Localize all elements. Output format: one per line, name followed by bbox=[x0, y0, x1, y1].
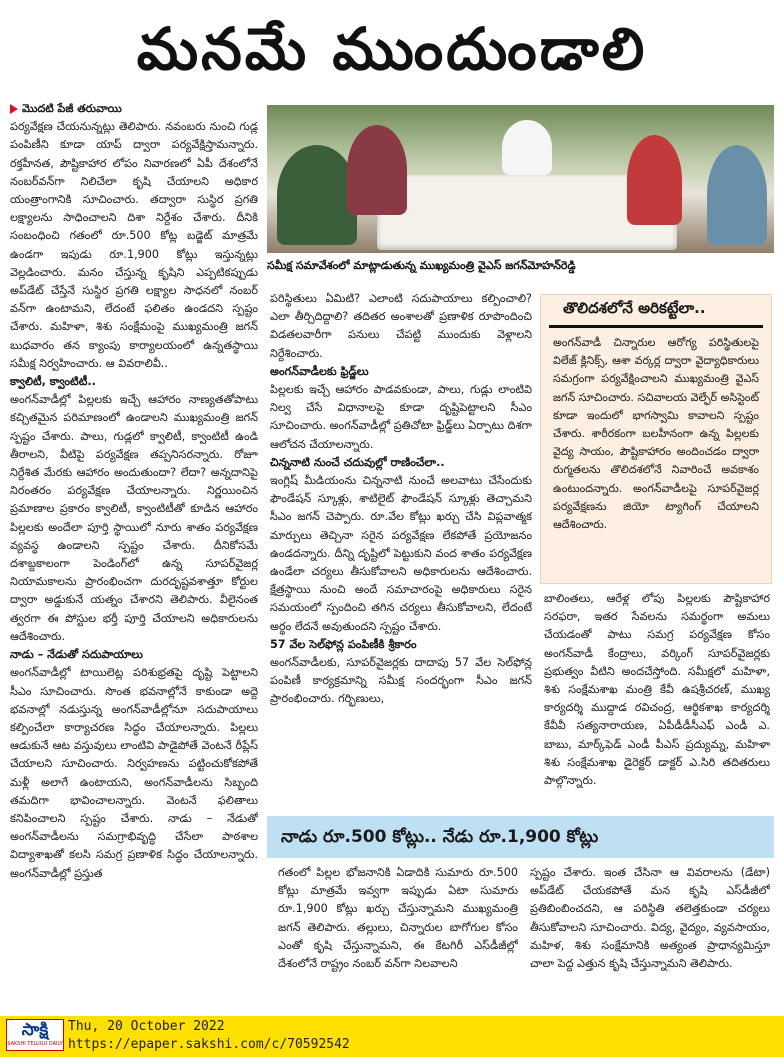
sidebar-box-title: తొలిదశలోనే అరికట్టేలా.. bbox=[549, 295, 763, 328]
left-subheading-2: నాడు – నేడుతో సదుపాయాలు bbox=[10, 648, 143, 662]
right-paragraph-1: బాలింతలు, ఆరేళ్ల లోపు పిల్లలకు పౌష్టికాహార సరఫరా, ఇతర సేవలను సమర్థంగా అమలు చేయడంతో పాటు సమగ్ర పర్యవేక్షణ కోసం అంగన్‌వాడీ కేంద్రాలు, వర్కింగ్ సూపర్‌వైజర్లకు ప్రభుత్వం వీటిని అందచేస్తోంది. సమీక్షలో మహిళా, శిశు సంక్షేమశాఖ మంత్రి కేవీ ఉషశ్రీచరణ్, ముఖ్య కార్యదర్శి ముద్దాడ రవిచంద్ర, ఆర్థికశాఖ కార్యదర్శి కేవీవీ సత్యనారాయణ, ఏపీడీడీసీఎఫ్ ఎండీ ఎ. బాబు, మార్క్‌ఫెడ్ ఎండీ పీఎస్ ప్రద్యుమ్న, మహిళా శిశు సంక్షేమశాఖ డైరెక్టర్ డాక్టర్ ఎ.సిరి తదితరులు పాల్గొన్నారు. bbox=[544, 592, 770, 788]
left-paragraph-1: పర్యవేక్షణ చేయనున్నట్లు తెలిపారు. నవంబరు నుంచి గుడ్ల పంపిణీని కూడా యాప్ ద్వారా పర్యవేక్షిస్తామన్నారు. రక్తహీనత, పౌష్టికాహార లోపం నివారణలో ఏపీ దేశంలోనే నంబర్‌వన్‌గా నిలిచేలా కృషి చేయాలని అధికార యంత్రాంగానికి సూచించారు. తద్వారా సుస్థిర ప్రగతి లక్ష్యాలను సాధించాలని దిశా నిర్దేశం చేశారు. దీనికి సంబంధించి గతంలో రూ.500 కోట్ల బడ్జెట్ మాత్రమే ఉండగా ఇపుడు రూ.1,900 కోట్లు ఇస్తున్నట్లు వెల్లడించారు. మనం చేస్తున్న కృషిని ఎప్పటికప్పుడు అప్‌డేట్ చేస్తేనే సుస్థిర ప్రగతి లక్ష్యాల సాధనలో నంబర్ వన్‌గా ఉంటామని, లేదంటే ఫలితం ఉండదని స్పష్టం చేశారు. మహిళా, శిశు సంక్షేమంపై ముఖ్యమంత్రి జగన్ బుధవారం తన క్యాంపు కార్యాలయంలో ఉన్నతస్థాయి సమీక్ష నిర్వహించారు. ఆ వివరాలివీ.. bbox=[10, 120, 258, 370]
logo-subtext: SAKSHI TELUGU DAILY bbox=[7, 1041, 63, 1047]
banner-right-column bbox=[530, 864, 770, 1012]
left-paragraph-2: అంగన్‌వాడీల్లో పిల్లలకు ఇచ్చే ఆహారం నాణ్యతతోపాటు కచ్చితమైన పరిమాణంలో ఉండాలని ముఖ్యమంత్రి జగన్ స్పష్టం చేశారు. పాలు, గుడ్లలో క్వాలిటీ, క్వాంటిటీ ఉండి తీరాలని, వీటిపై పర్యవేక్షణ తప్పనిసరన్నారు. రోజూ నిర్దేశిత మేరకు ఆహారం అందుతుందా? లేదా? అన్నదానిపై నిరంతరం పర్యవేక్షణ చేయాలన్నారు. నిర్ణయించిన ప్రమాణాల ప్రకారం క్వాలిటీ, క్వాంటిటీతో కూడిన ఆహారం పిల్లలకు అందేలా పూర్తి స్థాయిలో నూరు శాతం పర్యవేక్షణ వ్యవస్థ ఉండాలని స్పష్టం చేశారు. దీనికోసమే దశాబ్దకాలంగా పెండింగ్‌లో ఉన్న సూపర్‌వైజర్ల నియామకాలను ప్రారంభించగా దురదృష్టవశాత్తూ కోర్టుల ద్వారా అడ్డుకునే యత్నం చేశారని తెలిపారు. వీలైనంత త్వరగా ఈ పోస్టుల భర్తీ పూర్తి చేయాలని అధికారులను ఆదేశించారు. bbox=[10, 393, 258, 643]
edition-date: Thu, 20 October 2022 bbox=[68, 1019, 225, 1034]
banner-left-column bbox=[278, 864, 518, 1012]
person-figure bbox=[502, 120, 552, 175]
left-column bbox=[10, 100, 258, 1010]
headline: మనమే ముందుండాలి bbox=[136, 15, 648, 83]
middle-column bbox=[270, 290, 532, 810]
middle-subheading-3: 57 వేల సెల్‌ఫోన్ల పంపిణీకి శ్రీకారం bbox=[270, 637, 417, 651]
triangle-icon bbox=[10, 104, 18, 114]
footer-bar bbox=[0, 1016, 784, 1057]
middle-paragraph-1: పరిస్థితులు ఏమిటి? ఎలాంటి సదుపాయాలు కల్పించాలి? ఎలా తీర్చిదిద్దాలి? తదితర అంశాలతో ప్రణాళిక రూపొందించి విడతలవారీగా పనులు చేపట్టి ముందుకు వెళ్లాలని నిర్దేశించారు. bbox=[270, 292, 532, 360]
middle-paragraph-4: అంగన్‌వాడీలకు, సూపర్‌వైజర్లకు దాదాపు 57 వేల సెల్‌ఫోన్ల పంపిణీ కార్యక్రమాన్ని సమీక్ష సందర్భంగా సీఎం జగన్ ప్రారంభించారు. గర్భిణులు, bbox=[270, 656, 532, 706]
right-column bbox=[544, 590, 770, 810]
person-figure bbox=[627, 135, 682, 225]
left-paragraph-3: అంగన్‌వాడీల్లో టాయిలెట్ల పరిశుభ్రతపై దృష్టి పెట్టాలని సీఎం సూచించారు. సొంత భవనాల్లోనే కాకుండా అద్దె భవనాల్లో నడుస్తున్న అంగన్‌వాడీల్లోనూ సదుపాయాలు కల్పించేలా కార్యాచరణ సిద్ధం చేయాలన్నారు. పిల్లలు ఆడుకునే ఆట వస్తువులు లాంటివి పాడైపోతే వెంటనే రీప్లేస్ చేయాలని సూచించారు. నిర్వహణను పట్టించుకోకపోతే మళ్లీ అలాగే ఉంటాయని, అంగన్‌వాడీలను సిబ్బంది తమదిగా భావించాలన్నారు. వెంటనే ఫలితాలు కనిపించాలని స్పష్టం చేశారు. నాడు – నేడుతో అంగన్‌వాడీలను సమగ్రాభివృద్ధి చేసేలా పాఠశాల విద్యాశాఖతో కలసి సమగ్ర ప్రణాళిక సిద్ధం చేయాలన్నారు. అంగన్‌వాడీల్లో ప్రస్తుత bbox=[10, 666, 258, 880]
person-figure bbox=[707, 145, 767, 245]
photo-caption: సమీక్ష సమావేశంలో మాట్లాడుతున్న ముఖ్యమంత్రి వైఎస్ జగన్‌మోహన్‌రెడ్డి bbox=[267, 259, 576, 272]
left-subheading-1: క్వాలిటీ, క్వాంటిటీ.. bbox=[10, 375, 96, 389]
logo-text: సాక్షి bbox=[21, 1020, 49, 1040]
budget-banner: నాడు రూ.500 కోట్లు.. నేడు రూ.1,900 కోట్లు bbox=[267, 816, 774, 858]
banner-right-text: స్పష్టం చేశారు. ఇంత చేసినా ఆ వివరాలను (డేటా) అప్‌డేట్ చేయకపోతే మన కృషి ఎస్‌డీజీలో ప్రతిబింబించదని, ఆ పరిస్థితి తలెత్తకుండా చర్యలు తీసుకోవాలని సూచించారు. విద్య, వైద్యం, వ్యవసాయం, మహిళ, శిశు సంక్షేమానికి అత్యంత ప్రాధాన్యమిస్తూ చాలా పెద్ద ఎత్తున కృషి చేస్తున్నామని తెలిపారు. bbox=[530, 866, 770, 971]
sidebar-box bbox=[540, 294, 772, 584]
middle-paragraph-2: పిల్లలకు ఇచ్చే ఆహారం పాడవకుండా, పాలు, గుడ్లు లాంటివి నిల్వ చేసే విధానాలపై కూడా దృష్టిపెట్టాలని సీఎం సూచించారు. అంగన్‌వాడీల్లో ప్రతిచోటా ఫ్రిడ్జ్‌లు ఏర్పాటు దిశగా ఆలోచన చేయాలన్నారు. bbox=[270, 383, 532, 451]
continued-text: మొదటి పేజీ తరువాయి bbox=[22, 102, 122, 115]
middle-subheading-1: అంగన్‌వాడీలకు ఫ్రిడ్జ్‌లు bbox=[270, 364, 369, 378]
sakshi-logo bbox=[6, 1019, 64, 1051]
middle-paragraph-3: ఇంగ్లిష్ మీడియంను చిన్ననాటి నుంచే అలవాటు చేసేందుకు ఫౌండేషన్ స్కూళ్లు, శాటిలైట్ ఫౌండేషన్ స్కూళ్లు తెచ్చామని సీఎం జగన్ చెప్పారు. రూ.వేల కోట్లు ఖర్చు చేసి విప్లవాత్మక మార్పులు తెచ్చినా సరైన పర్యవేక్షణ లేకపోతే ప్రయోజనం ఉండదన్నారు. దీన్ని దృష్టిలో పెట్టుకుని వంద శాతం పర్యవేక్షణ ఉండేలా చర్యలు తీసుకోవాలని అధికారులను ఆదేశించారు. క్షేత్రస్థాయి నుంచి అందే సమాచారంపై అధికారులు సరైన సమయంలో స్పందించి తగిన చర్యలు తీసుకోవాలని, లేదంటే అర్థం లేదనే అవుతుందని స్పష్టం చేశారు. bbox=[270, 474, 532, 633]
person-figure bbox=[347, 125, 407, 215]
sidebar-box-text: అంగన్‌వాడీ చిన్నారుల ఆరోగ్య పరిస్థితులపై విలేజ్ క్లినిక్స్, ఆశా వర్కర్ల ద్వారా వైద్యాధికారులు సమగ్రంగా పర్యవేక్షించాలని ముఖ్యమంత్రి వైఎస్ జగన్ సూచించారు. సచివాలయ వెల్ఫేర్ అసిస్టెంట్ కూడా ఇందులో భాగస్వామి కావాలని స్పష్టం చేశారు. శారీరకంగా బలహీనంగా ఉన్న పిల్లలకు వైద్య సాయం, పౌష్టికాహారం అందించడం ద్వారా రుగ్మతలను తొలిదశలోనే నివారించే అవకాశం ఉంటుందన్నారు. అంగన్‌వాడీలపై సూపర్‌వైజర్ల పర్యవేక్షణను జియో ట్యాగింగ్ చేయాలని ఆదేశించారు. bbox=[553, 336, 759, 532]
banner-left-text: గతంలో పిల్లల భోజనానికి ఏడాదికి సుమారు రూ.500 కోట్లు మాత్రమే ఇవ్వగా ఇప్పుడు ఏటా సుమారు రూ.1,900 కోట్లు ఖర్చు చేస్తున్నామని ముఖ్యమంత్రి జగన్ తెలిపారు. తల్లులు, చిన్నారుల బాగోగుల కోసం ఎంతో కృషి చేస్తున్నామని, ఈ కేటగిరీ ఎస్‌డీజీల్లో దేశంలోనే రాష్ట్రం నంబర్ వన్‌గా నిలవాలని bbox=[278, 866, 518, 971]
person-figure bbox=[277, 145, 357, 245]
continued-label bbox=[10, 100, 258, 118]
middle-subheading-2: చిన్ననాటి నుంచే చదువుల్లో రాణించేలా.. bbox=[270, 455, 445, 469]
epaper-link[interactable]: https://epaper.sakshi.com/c/70592542 bbox=[68, 1037, 350, 1052]
meeting-photo bbox=[267, 105, 774, 253]
